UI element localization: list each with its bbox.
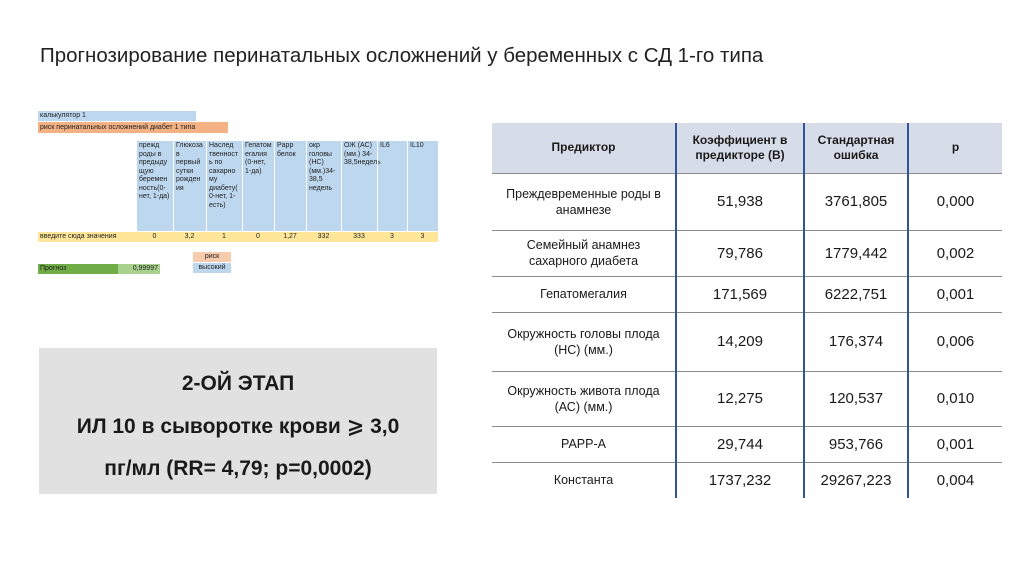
p-value: 0,004 — [936, 471, 975, 489]
std-error-value: 953,766 — [804, 426, 908, 462]
risk-value: высокий — [193, 263, 231, 273]
predictor-name: Окружность головы плода (НС) (мм.) — [492, 312, 676, 371]
table-row — [492, 276, 1002, 312]
header-cell: IL10 — [407, 141, 438, 231]
input-value[interactable]: 0 — [152, 233, 157, 240]
coefficient-value: 12,275 — [676, 371, 804, 426]
calculator-spreadsheet — [38, 111, 440, 277]
input-value[interactable]: 332 — [317, 233, 330, 240]
table-row — [492, 173, 1002, 230]
calculator-name-cell — [160, 111, 196, 121]
p-value: 0,002 — [908, 230, 1002, 276]
std-error-value: 1779,442 — [804, 230, 908, 276]
coefficient-value: 29,744 — [676, 426, 804, 462]
header-cell: ОЖ (АС) (мм.) 34-38,5недель — [341, 141, 377, 231]
coefficient-value: 51,938 — [676, 173, 804, 230]
predictor-name: Гепатомегалия — [492, 276, 676, 312]
predictor-name: Семейный анамнез сахарного диабета — [492, 230, 676, 276]
coefficient-value: 1737,232 — [676, 462, 804, 498]
header-coefficient: Коэффициент в предикторе (B) — [676, 123, 804, 173]
table-row — [492, 230, 1002, 276]
coefficient-value: 171,569 — [676, 276, 804, 312]
risk-label: риск — [193, 252, 231, 262]
table-row — [492, 462, 1002, 498]
slide-title: Прогнозирование перинатальных осложнений у беременных с СД 1-го типа — [40, 44, 764, 67]
coefficient-value: 79,786 — [676, 230, 804, 276]
predictor-name: Преждевременные роды в анамнезе — [492, 173, 676, 230]
risk-title: риск перинатальных осложнений диабет 1 типа — [38, 122, 228, 133]
stage-heading: 2-ОЙ ЭТАП — [181, 372, 295, 395]
std-error-value: 3761,805 — [804, 173, 908, 230]
header-cell: Глюкоза в первый сутки рожден ия — [173, 141, 206, 231]
header-cell: прежд роды в предыду щую беремен ность(0-нет, 1-да) — [136, 141, 173, 231]
predictor-name: Константа — [492, 462, 676, 498]
prognosis-label: Прогноз — [38, 264, 118, 274]
input-value[interactable]: 3,2 — [184, 233, 195, 240]
input-value[interactable]: 0 — [256, 233, 260, 240]
p-value: 0,001 — [908, 426, 1002, 462]
coefficient-value: 14,209 — [676, 312, 804, 371]
input-value[interactable]: 3 — [420, 233, 425, 240]
p-value: 0,006 — [908, 312, 1002, 371]
p-value: 0,000 — [908, 173, 1002, 230]
std-error-value: 29267,223 — [804, 462, 908, 498]
table-row — [492, 371, 1002, 426]
input-value[interactable]: 333 — [353, 233, 365, 240]
header-cell: окр головы (НС) (мм.)34-38,5 недель — [306, 141, 341, 231]
calculator-name: калькулятор 1 — [38, 111, 160, 121]
std-error-value: 176,374 — [804, 312, 908, 371]
prognosis-value: 0,99997 — [118, 264, 160, 274]
table-row — [492, 312, 1002, 371]
table-header-row — [492, 123, 1002, 173]
header-std-error: Стандартная ошибка — [804, 123, 908, 173]
stage-statistics: пг/мл (RR= 4,79; p=0,0002) — [104, 457, 372, 480]
std-error-value: 120,537 — [804, 371, 908, 426]
input-value[interactable]: 3 — [390, 233, 394, 240]
std-error-value: 6222,751 — [804, 276, 908, 312]
predictor-name: PAPP-A — [492, 426, 676, 462]
input-value[interactable]: 1,27 — [283, 233, 297, 240]
p-value: 0,010 — [908, 371, 1002, 426]
header-cell: IL6 — [377, 141, 407, 231]
input-value[interactable]: 1 — [222, 233, 226, 240]
input-label: введите сюда значения — [40, 233, 117, 240]
header-cell: Гепатом егалия (0-нет, 1-да) — [242, 141, 274, 231]
stage-info-box — [39, 348, 437, 494]
header-cell: Papp белок — [274, 141, 306, 231]
predictor-name: Окружность живота плода (АС) (мм.) — [492, 371, 676, 426]
stage-criterion: ИЛ 10 в сыворотке крови ⩾ 3,0 — [76, 415, 400, 438]
header-predictor: Предиктор — [492, 123, 676, 173]
predictor-table — [492, 123, 1002, 498]
header-p: p — [908, 123, 1002, 173]
p-value: 0,001 — [908, 276, 1002, 312]
header-cell: Наслед твенност ь по сахарно му диабету( 0-нет, 1-есть) — [206, 141, 242, 231]
table-row — [492, 426, 1002, 462]
